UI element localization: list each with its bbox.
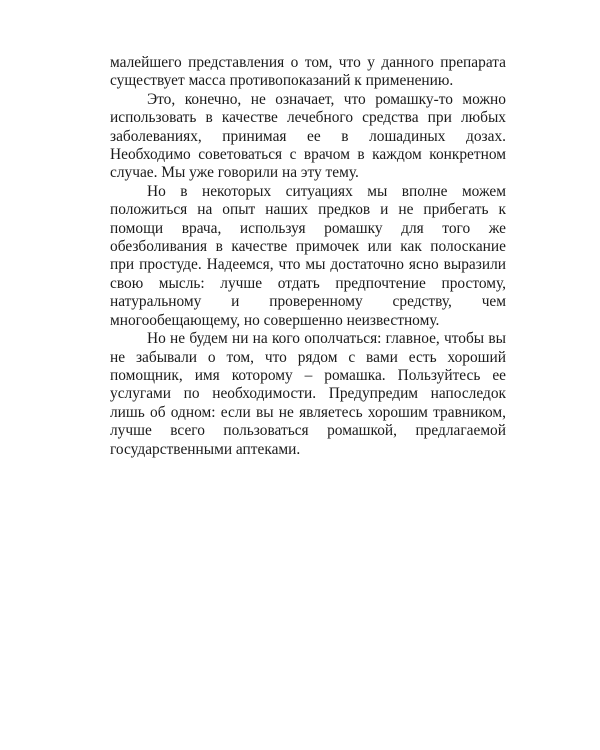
paragraph-continuation: малейшего представления о том, что у данного препарата существует масса противопоказаний к применению. (110, 54, 506, 90)
paragraph-4: Но не будем ни на кого ополчаться: главное, чтобы вы не забывали о том, что рядом с вами есть хороший помощник, имя которому – ромашка. Пользуйтесь ее услугами по необходимости. Предупредим напоследок лишь об одном: если вы не являетесь хорошим травником, лучше всего пользоваться ромашкой, предлагаемой государственными аптеками. (110, 330, 506, 458)
body-text (110, 54, 506, 459)
paragraph-2: Это, конечно, не означает, что ромашку-то можно использовать в качестве лечебного средства при любых заболеваниях, принимая ее в лошадиных дозах. Необходимо советоваться с врачом в каждом конкретном случае. Мы уже говорили на эту тему. (110, 90, 506, 182)
paragraph-3: Но в некоторых ситуациях мы вполне можем положиться на опыт наших предков и не прибегать к помощи врача, используя ромашку для того же обезболивания в качестве примочек или как полоскание при простуде. Надеемся, что мы достаточно ясно выразили свою мысль: лучше отдать предпочтение простому, натуральному и проверенному средству, чем многообещающему, но совершенно неизвестному. (110, 182, 506, 329)
